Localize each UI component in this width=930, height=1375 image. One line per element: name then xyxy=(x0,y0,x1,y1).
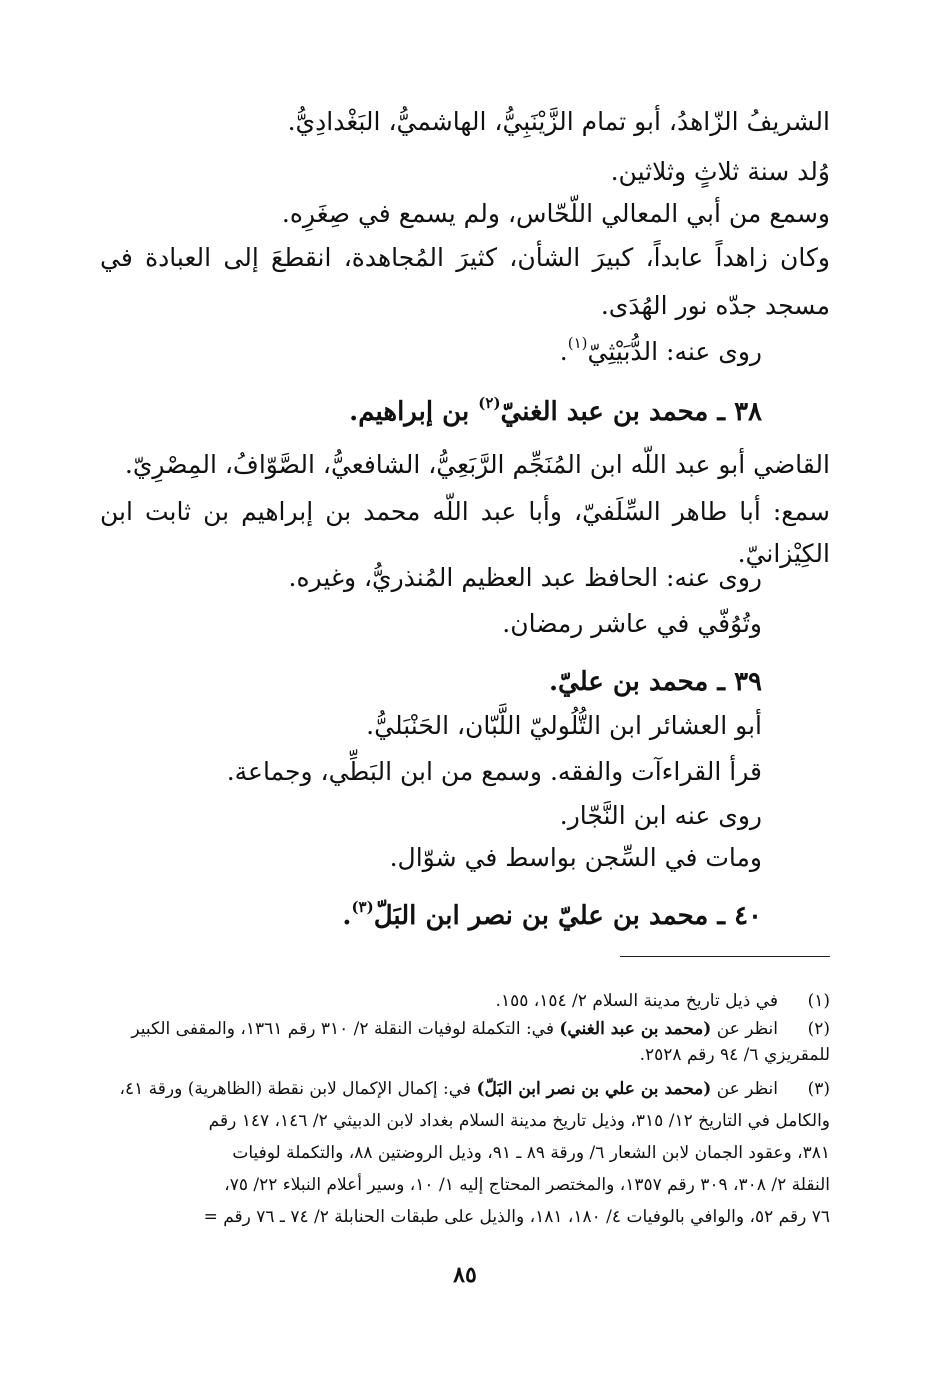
footnote-continuation xyxy=(100,1204,830,1230)
entry-heading-text: ٣٨ ـ محمد بن عبد الغنيّ xyxy=(500,397,762,427)
footnote-lead: انظر عن xyxy=(711,1079,778,1099)
footnote-text: في ذيل تاريخ مدينة السلام ٢/ ١٥٤، ١٥٥. xyxy=(495,991,778,1011)
text-line: الكِيْزانيّ. xyxy=(737,539,830,568)
footnote-continuation xyxy=(100,1042,830,1068)
footnote-number: (١) xyxy=(807,991,830,1011)
footnote xyxy=(100,1016,830,1042)
footnote-subject: (محمد بن علي بن نصر ابن البَلّ) xyxy=(476,1079,712,1099)
punctuation: . xyxy=(342,901,352,931)
footnote-text: ٣٨١، وعقود الجمان لابن الشعار ٦/ ورقة ٨٩ ـ ٩١، وذيل الروضتين ٨٨، والتكملة لوفيات xyxy=(232,1143,830,1163)
entry-heading xyxy=(342,896,762,936)
text-line: روى عنه ابن النَّجّار. xyxy=(559,801,762,830)
entry-heading xyxy=(349,392,762,432)
footnote xyxy=(100,1076,830,1102)
footnote xyxy=(100,988,830,1014)
text-line: روى عنه: الحافظ عبد العظيم المُنذريُّ، وغيره. xyxy=(288,563,762,592)
footnote-marker: (١) xyxy=(567,334,588,352)
text-line: الشريفُ الزّاهدُ، أبو تمام الزَّيْنَبِيُّ، الهاشميُّ، البَغْدادِيُّ. xyxy=(287,107,830,136)
text-line: مسجد جدّه نور الهُدَى. xyxy=(600,291,830,320)
punctuation: . xyxy=(559,337,568,366)
entry-heading-text: ٤٠ ـ محمد بن عليّ بن نصر ابن البَلّ xyxy=(373,901,762,931)
footnote-text xyxy=(100,1016,778,1042)
footnote-rest: في: إكمال الإكمال لابن نقطة (الظاهرية) ورقة ٤١، xyxy=(119,1079,477,1099)
footnote-text: للمقريزي ٦/ ٩٤ رقم ٢٥٢٨. xyxy=(639,1045,830,1065)
text-line: ومات في السِّجن بواسط في شوّال. xyxy=(389,843,762,872)
footnote-text: والكامل في التاريخ ١٢/ ٣١٥، وذيل تاريخ مدينة السلام بغداد لابن الدبيثي ٢/ ١٤٦، ١٤٧ رقم xyxy=(208,1111,830,1131)
text-line: سمع: أبا طاهر السِّلَفيّ، وأبا عبد اللّه محمد بن إبراهيم بن ثابت ابن xyxy=(100,497,830,526)
footnote-text xyxy=(100,1076,778,1102)
footnote-number: (٢) xyxy=(807,1019,830,1039)
footnote-text: ٧٦ رقم ٥٢، والوافي بالوفيات ٤/ ١٨٠، ١٨١، والذيل على طبقات الحنابلة ٢/ ٧٤ ـ ٧٦ رقم = xyxy=(203,1207,830,1227)
footnote-marker: (٢) xyxy=(478,394,501,412)
footnote-text: النقلة ٢/ ٣٠٨، ٣٠٩ رقم ١٣٥٧، والمختصر المحتاج إليه ١/ ١٠، وسير أعلام النبلاء ٢٢/ ٧٥، xyxy=(224,1175,830,1195)
footnote-continuation xyxy=(100,1172,830,1198)
text-line xyxy=(560,332,762,372)
text-line: قرأ القراءآت والفقه. وسمع من ابن البَطِّي، وجماعة. xyxy=(226,757,762,786)
footnote-continuation xyxy=(100,1140,830,1166)
text-line: وتُوُفّي في عاشر رمضان. xyxy=(502,609,762,638)
text-line: وُلد سنة ثلاثٍ وثلاثين. xyxy=(610,157,830,186)
footnote-subject: (محمد بن عبد الغني) xyxy=(559,1019,712,1039)
text-line: أبو العشائر ابن التُّلُوليّ اللَّبّان، الحَنْبَليُّ. xyxy=(366,711,762,740)
text-line: وكان زاهداً عابداً، كبيرَ الشأن، كثيرَ المُجاهدة، انقطعَ إلى العبادة في xyxy=(100,243,830,272)
footnote-number: (٣) xyxy=(807,1079,830,1099)
text-line: القاضي أبو عبد اللّه ابن المُنَجِّم الرَّبَعِيُّ، الشافعيُّ، الصَّوّافُ، المِصْرِيّ. xyxy=(124,450,830,479)
footnote-separator xyxy=(620,956,830,957)
footnote-marker: (٣) xyxy=(351,898,374,916)
entry-heading: ٣٩ ـ محمد بن عليّ. xyxy=(548,667,762,697)
text-fragment: روى عنه: الدُّبَيْثِيّ xyxy=(587,337,762,366)
page-number: ٨٥ xyxy=(453,1262,477,1288)
footnote-lead: انظر عن xyxy=(711,1019,778,1039)
entry-heading-text: بن إبراهيم. xyxy=(349,397,470,427)
footnote-continuation xyxy=(100,1108,830,1134)
footnote-rest: في: التكملة لوفيات النقلة ٢/ ٣١٠ رقم ١٣٦١، والمقفى الكبير xyxy=(131,1019,560,1039)
text-line: وسمع من أبي المعالي اللّحّاس، ولم يسمع في صِغَرِه. xyxy=(281,199,830,228)
